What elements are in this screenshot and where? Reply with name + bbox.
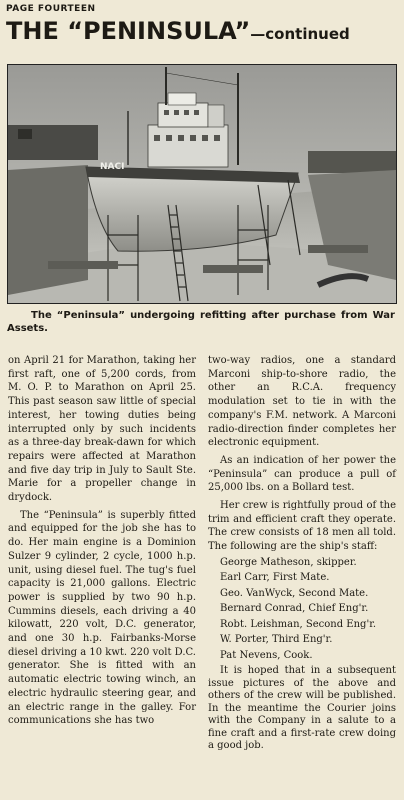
paragraph: Her crew is rightfully proud of the trim and efficient craft they operate. The crew consists of 18 men all told. The following are the ship's staff: <box>208 500 396 553</box>
paragraph: two-way radios, one a standard Marconi ship-to-shore radio, the other an R.C.A. frequency modulation set to tie in with the company's F.M. network. A Marconi radio-direction finder completes her electronic equipment. <box>208 355 396 449</box>
headline-continued: —continued <box>250 25 350 43</box>
staff-list <box>208 555 396 664</box>
paragraph: on April 21 for Marathon, taking her first raft, one of 5,200 cords, from M. O. P. to Marathon on April 25. This past season saw little of special interest, her towing duties being interrupted only by such incidents as a three-day break-dawn for which repairs were affected at Marathon and five day trip in July to Sault Ste. Marie for a propeller change in drydock. <box>8 355 196 504</box>
paragraph: As an indication of her power the “Peninsula” can produce a pull of 25,000 lbs. on a Bollard test. <box>208 454 396 494</box>
photo-caption: The “Peninsula” undergoing refitting after purchase from War Assets. <box>7 310 395 334</box>
article-column-left <box>8 354 196 728</box>
list-item: Geo. VanWyck, Second Mate. <box>220 587 369 599</box>
tug-drydock-photo <box>7 64 397 304</box>
list-item: Pat Nevens, Cook. <box>220 649 313 661</box>
article-column-right <box>208 354 396 753</box>
paragraph: It is hoped that in a subsequent issue pictures of the above and others of the crew will be published. In the meantime the Courier joins with the Company in a salute to a fine craft and a first-rate crew doing a good job. <box>208 665 396 752</box>
list-item: Bernard Conrad, Chief Eng'r. <box>220 603 369 615</box>
list-item: Earl Carr, First Mate. <box>220 572 330 584</box>
list-item: George Matheson, skipper. <box>220 556 357 568</box>
paragraph: The “Peninsula” is superbly fitted and equipped for the job she has to do. Her main engine is a Dominion Sulzer 9 cylinder, 2 cycle, 1000 h.p. unit, using diesel fuel. The tug's fuel capacity is 21,000 gallons. Electric power is supplied by two 90 h.p. Cummins diesels, each driving a 40 kilowatt, 220 volt, D.C. generator, and one 30 h.p. Fairbanks-Morse diesel driving a 10 kwt. 220 volt D.C. generator. She is fitted with an automatic electric towing winch, an electric hydraulic steering gear, and an electric range in the galley. For communications she has two <box>8 509 196 727</box>
list-item: W. Porter, Third Eng'r. <box>220 634 333 646</box>
article-headline <box>6 17 350 48</box>
list-item: Robt. Leishman, Second Eng'r. <box>220 618 377 630</box>
headline-title: THE “PENINSULA” <box>6 17 251 45</box>
page-number-label: PAGE FOURTEEN <box>6 4 96 14</box>
hull-lettering: NACI <box>100 162 125 172</box>
